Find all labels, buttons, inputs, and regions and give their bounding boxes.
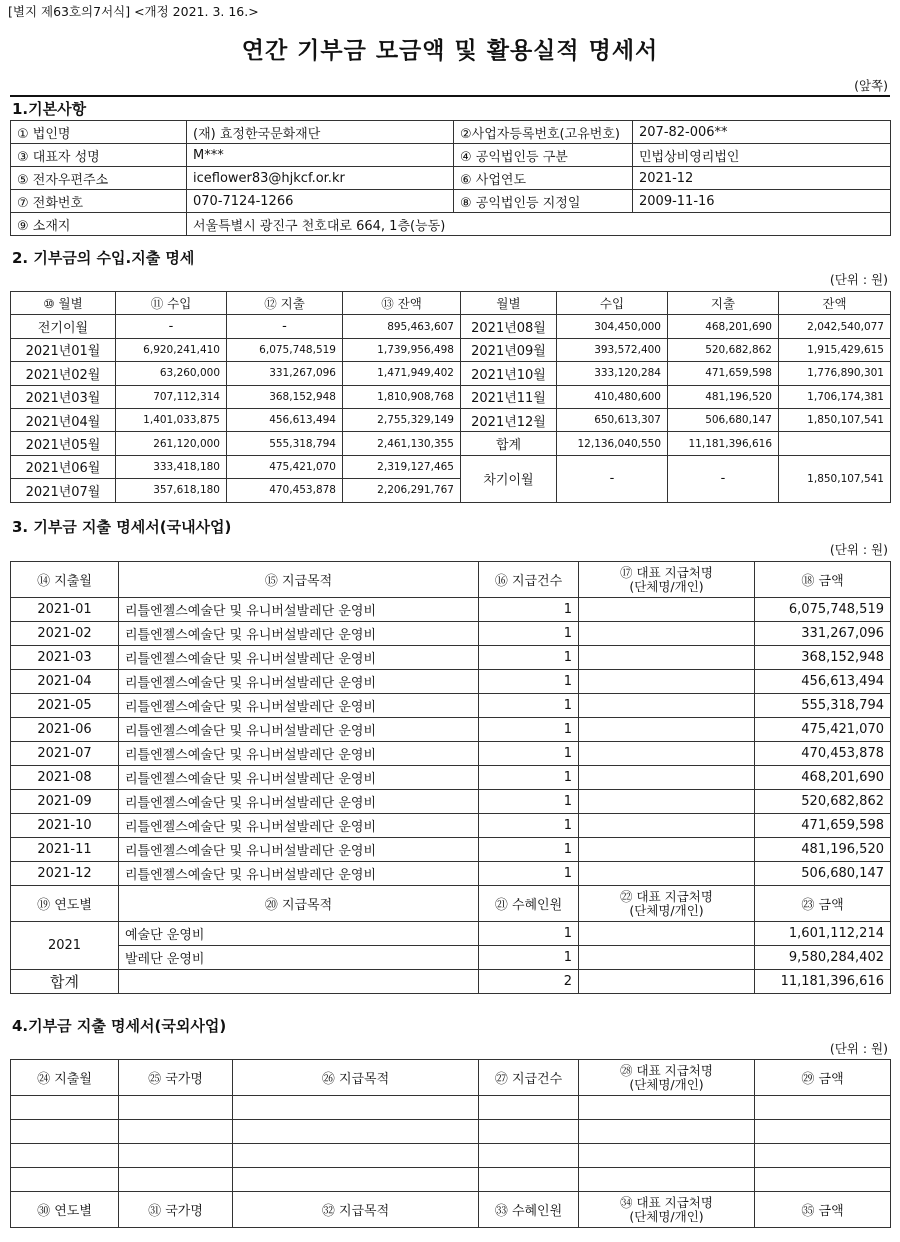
- table-cell: 2: [479, 970, 579, 994]
- table-cell: 555,318,794: [755, 694, 891, 718]
- table-cell: ⑫ 지출: [227, 292, 343, 315]
- table-cell: [579, 1120, 755, 1144]
- table-cell: 650,613,307: [557, 408, 668, 431]
- table-row: [11, 213, 891, 236]
- table-cell: 1,471,949,402: [343, 362, 461, 385]
- table-cell: 456,613,494: [227, 408, 343, 431]
- table-cell: [755, 1120, 891, 1144]
- table-row: [11, 790, 891, 814]
- table-cell: ㉓ 금액: [755, 886, 891, 922]
- table-cell: 1,401,033,875: [116, 408, 227, 431]
- table-cell: 2,755,329,149: [343, 408, 461, 431]
- divider: [10, 95, 890, 97]
- table-row: [11, 562, 891, 598]
- basic-info-table: [10, 120, 891, 236]
- table-row: [11, 598, 891, 622]
- table-cell: ㉙ 금액: [755, 1060, 891, 1096]
- table-row: [11, 292, 891, 315]
- table-cell: ⑬ 잔액: [343, 292, 461, 315]
- header-line: ⑰ 대표 지급처명: [620, 564, 713, 580]
- table-row: [11, 315, 891, 338]
- table-cell: ㉔ 지출월: [11, 1060, 119, 1096]
- page-title: 연간 기부금 모금액 및 활용실적 명세서: [241, 38, 659, 64]
- table-cell: ④ 공익법인등 구분: [454, 144, 633, 167]
- table-row: [11, 121, 891, 144]
- table-cell: 2021-06: [11, 718, 119, 742]
- table-row: [11, 144, 891, 167]
- table-cell: [579, 970, 755, 994]
- table-cell: ⑱ 금액: [755, 562, 891, 598]
- overseas-expense-table: [10, 1059, 891, 1228]
- page-side-label: (앞쪽): [854, 78, 888, 93]
- section2-unit: (단위 : 원): [829, 272, 888, 287]
- table-row: [11, 1192, 891, 1228]
- table-cell: 1,915,429,615: [779, 338, 891, 361]
- section4-unit: (단위 : 원): [829, 1041, 888, 1056]
- table-cell: ②사업자등록번호(고유번호): [454, 121, 633, 144]
- table-row: [11, 1144, 891, 1168]
- table-cell: 304,450,000: [557, 315, 668, 338]
- header-line: (단체명/개인): [629, 1208, 704, 1224]
- total-label: 합계: [11, 970, 119, 994]
- table-cell: [755, 1144, 891, 1168]
- table-row: [11, 338, 891, 361]
- table-cell: 6,075,748,519: [227, 338, 343, 361]
- section4-title: 4.기부금 지출 명세서(국외사업): [12, 1017, 227, 1035]
- table-cell: 9,580,284,402: [755, 946, 891, 970]
- table-cell: 2021년06월: [11, 455, 116, 478]
- table-cell: 2,042,540,077: [779, 315, 891, 338]
- domestic-expense-table: [10, 561, 891, 994]
- table-cell: 207-82-006**: [633, 121, 891, 144]
- table-cell: 368,152,948: [227, 385, 343, 408]
- table-cell: ③ 대표자 성명: [11, 144, 187, 167]
- table-cell: 2021년08월: [461, 315, 557, 338]
- table-cell: 2021년04월: [11, 408, 116, 431]
- table-cell: [119, 970, 479, 994]
- table-cell: 리틀엔젤스예술단 및 유니버설발레단 운영비: [119, 670, 479, 694]
- table-cell: [479, 1120, 579, 1144]
- table-row: [11, 814, 891, 838]
- table-cell: 1,776,890,301: [779, 362, 891, 385]
- table-cell: -: [227, 315, 343, 338]
- table-row: [11, 886, 891, 922]
- table-cell: [11, 1144, 119, 1168]
- table-cell: [11, 1168, 119, 1192]
- table-row: [11, 362, 891, 385]
- table-cell: ⑮ 지급목적: [119, 562, 479, 598]
- table-cell: [119, 1120, 233, 1144]
- table-cell: 2021년11월: [461, 385, 557, 408]
- table-cell: 520,682,862: [668, 338, 779, 361]
- table-cell: 2,319,127,465: [343, 455, 461, 478]
- table-cell: 6,920,241,410: [116, 338, 227, 361]
- table-cell: 리틀엔젤스예술단 및 유니버설발레단 운영비: [119, 766, 479, 790]
- table-cell: [119, 1144, 233, 1168]
- table-cell: 707,112,314: [116, 385, 227, 408]
- table-cell: [579, 922, 755, 946]
- income-expense-table: [10, 291, 891, 503]
- table-row: [11, 455, 891, 478]
- table-cell: ㉛ 국가명: [119, 1192, 233, 1228]
- table-cell: [755, 1096, 891, 1120]
- table-cell: 1: [479, 922, 579, 946]
- table-cell: 1: [479, 718, 579, 742]
- table-row: [11, 766, 891, 790]
- table-cell: 070-7124-1266: [187, 190, 454, 213]
- table-cell: 475,421,070: [227, 455, 343, 478]
- table-row: [11, 970, 891, 994]
- table-cell: 2021-04: [11, 670, 119, 694]
- table-cell: 리틀엔젤스예술단 및 유니버설발레단 운영비: [119, 694, 479, 718]
- table-row: [11, 1120, 891, 1144]
- table-cell: 475,421,070: [755, 718, 891, 742]
- table-cell: 1,601,112,214: [755, 922, 891, 946]
- table-cell: [579, 646, 755, 670]
- table-cell: 차기이월: [461, 455, 557, 502]
- table-cell: [579, 670, 755, 694]
- table-cell: 368,152,948: [755, 646, 891, 670]
- table-cell: -: [557, 455, 668, 502]
- table-cell: 리틀엔젤스예술단 및 유니버설발레단 운영비: [119, 598, 479, 622]
- table-cell: 468,201,690: [668, 315, 779, 338]
- table-cell: [579, 1144, 755, 1168]
- table-cell: [479, 1168, 579, 1192]
- table-cell: 11,181,396,616: [755, 970, 891, 994]
- table-cell: 2021년10월: [461, 362, 557, 385]
- table-cell: -: [668, 455, 779, 502]
- table-cell: 331,267,096: [227, 362, 343, 385]
- table-row: [11, 670, 891, 694]
- table-cell: 리틀엔젤스예술단 및 유니버설발레단 운영비: [119, 814, 479, 838]
- table-cell: [119, 1168, 233, 1192]
- table-cell: [579, 814, 755, 838]
- table-cell: 555,318,794: [227, 432, 343, 455]
- table-row: [11, 946, 891, 970]
- table-cell: 2021-11: [11, 838, 119, 862]
- table-cell: 리틀엔젤스예술단 및 유니버설발레단 운영비: [119, 646, 479, 670]
- table-cell: 월별: [461, 292, 557, 315]
- table-cell: ㉝ 수혜인원: [479, 1192, 579, 1228]
- table-row: [11, 742, 891, 766]
- table-cell: [579, 790, 755, 814]
- section3-unit: (단위 : 원): [829, 542, 888, 557]
- table-cell: 2021-07: [11, 742, 119, 766]
- table-cell: ⑥ 사업연도: [454, 167, 633, 190]
- table-cell: 2021: [11, 922, 119, 970]
- table-row: [11, 694, 891, 718]
- table-cell: [479, 1096, 579, 1120]
- table-cell: 895,463,607: [343, 315, 461, 338]
- table-cell: 481,196,520: [755, 838, 891, 862]
- table-cell: 506,680,147: [668, 408, 779, 431]
- table-cell: [579, 1096, 755, 1120]
- table-row: [11, 385, 891, 408]
- table-cell: ㉟ 금액: [755, 1192, 891, 1228]
- table-cell: [11, 1096, 119, 1120]
- table-cell: [779, 432, 891, 455]
- table-cell: 발레단 운영비: [119, 946, 479, 970]
- table-row: [11, 1168, 891, 1192]
- table-cell: 합계: [461, 432, 557, 455]
- table-cell: [233, 1168, 479, 1192]
- table-cell: [233, 1120, 479, 1144]
- table-row: [11, 1060, 891, 1096]
- table-cell: [479, 1144, 579, 1168]
- table-cell: ⑦ 전화번호: [11, 190, 187, 213]
- table-row: [11, 646, 891, 670]
- table-cell: 333,418,180: [116, 455, 227, 478]
- table-cell: 506,680,147: [755, 862, 891, 886]
- section3-title: 3. 기부금 지출 명세서(국내사업): [12, 518, 232, 536]
- table-cell: 410,480,600: [557, 385, 668, 408]
- table-cell: [579, 742, 755, 766]
- table-cell: 리틀엔젤스예술단 및 유니버설발레단 운영비: [119, 838, 479, 862]
- header-line: ㉘ 대표 지급처명: [620, 1062, 713, 1078]
- table-cell: 471,659,598: [755, 814, 891, 838]
- section1-title: 1.기본사항: [12, 100, 87, 118]
- table-cell: 예술단 운영비: [119, 922, 479, 946]
- table-row: [11, 922, 891, 946]
- form-note: [별지 제63호의7서식] <개정 2021. 3. 16.>: [8, 4, 259, 19]
- table-cell: 1: [479, 670, 579, 694]
- table-cell: 456,613,494: [755, 670, 891, 694]
- table-cell: 1: [479, 694, 579, 718]
- table-cell: ㉕ 국가명: [119, 1060, 233, 1096]
- table-cell: 2021-10: [11, 814, 119, 838]
- table-cell: 지출: [668, 292, 779, 315]
- table-row: [11, 1096, 891, 1120]
- table-cell: [233, 1096, 479, 1120]
- table-cell: 리틀엔젤스예술단 및 유니버설발레단 운영비: [119, 742, 479, 766]
- table-cell: ㉚ 연도별: [11, 1192, 119, 1228]
- table-cell: 1: [479, 622, 579, 646]
- table-cell: 2021년02월: [11, 362, 116, 385]
- table-cell: 261,120,000: [116, 432, 227, 455]
- table-cell: 393,572,400: [557, 338, 668, 361]
- header-line: (단체명/개인): [629, 902, 704, 918]
- table-cell: 2021-05: [11, 694, 119, 718]
- table-cell: 리틀엔젤스예술단 및 유니버설발레단 운영비: [119, 790, 479, 814]
- table-cell: ⑩ 월별: [11, 292, 116, 315]
- table-cell: ⑧ 공익법인등 지정일: [454, 190, 633, 213]
- table-cell: 1: [479, 598, 579, 622]
- table-cell: 331,267,096: [755, 622, 891, 646]
- table-cell: [755, 1168, 891, 1192]
- table-cell: 2021-03: [11, 646, 119, 670]
- table-cell: 잔액: [779, 292, 891, 315]
- table-cell: 11,181,396,616: [668, 432, 779, 455]
- table-cell: 2021년03월: [11, 385, 116, 408]
- table-row: [11, 167, 891, 190]
- table-cell: 1,739,956,498: [343, 338, 461, 361]
- table-cell: ⑳ 지급목적: [119, 886, 479, 922]
- table-row: [11, 718, 891, 742]
- table-cell: 2021년12월: [461, 408, 557, 431]
- table-cell: 1,706,174,381: [779, 385, 891, 408]
- table-cell: 6,075,748,519: [755, 598, 891, 622]
- table-cell: 리틀엔젤스예술단 및 유니버설발레단 운영비: [119, 862, 479, 886]
- table-cell: 1,850,107,541: [779, 408, 891, 431]
- table-cell: [11, 1120, 119, 1144]
- header-line: ㉒ 대표 지급처명: [620, 888, 713, 904]
- table-cell: 1: [479, 862, 579, 886]
- table-row: [11, 190, 891, 213]
- section2-title: 2. 기부금의 수입.지출 명세: [12, 249, 195, 267]
- table-cell: ⑨ 소재지: [11, 213, 187, 236]
- table-cell: 1: [479, 946, 579, 970]
- table-cell: 1: [479, 814, 579, 838]
- table-cell: 1: [479, 790, 579, 814]
- table-cell: 리틀엔젤스예술단 및 유니버설발레단 운영비: [119, 718, 479, 742]
- table-cell: ⑭ 지출월: [11, 562, 119, 598]
- table-cell: ⑪ 수입: [116, 292, 227, 315]
- table-cell: iceflower83@hjkcf.or.kr: [187, 167, 454, 190]
- table-cell: 2021-09: [11, 790, 119, 814]
- header-line: ㉞ 대표 지급처명: [620, 1194, 713, 1210]
- table-row: [11, 622, 891, 646]
- table-cell: [579, 622, 755, 646]
- table-cell: 수입: [557, 292, 668, 315]
- table-cell: [579, 694, 755, 718]
- table-cell: [579, 838, 755, 862]
- table-cell: ⑤ 전자우편주소: [11, 167, 187, 190]
- table-cell: 리틀엔젤스예술단 및 유니버설발레단 운영비: [119, 622, 479, 646]
- table-row: [11, 862, 891, 886]
- table-cell: 1: [479, 646, 579, 670]
- table-cell: 2,461,130,355: [343, 432, 461, 455]
- table-cell: 1: [479, 838, 579, 862]
- table-cell: ① 법인명: [11, 121, 187, 144]
- header-line: (단체명/개인): [629, 1076, 704, 1092]
- header-cell: [579, 886, 755, 922]
- table-cell: 2021년01월: [11, 338, 116, 361]
- table-cell: [579, 718, 755, 742]
- table-cell: ⑯ 지급건수: [479, 562, 579, 598]
- header-cell: [579, 562, 755, 598]
- header-line: (단체명/개인): [629, 578, 704, 594]
- table-cell: 2009-11-16: [633, 190, 891, 213]
- header-cell: [579, 1192, 755, 1228]
- table-cell: 470,453,878: [755, 742, 891, 766]
- table-row: [11, 408, 891, 431]
- table-cell: 471,659,598: [668, 362, 779, 385]
- table-cell: -: [116, 315, 227, 338]
- table-cell: ㉑ 수혜인원: [479, 886, 579, 922]
- table-cell: 520,682,862: [755, 790, 891, 814]
- table-cell: 468,201,690: [755, 766, 891, 790]
- table-cell: 12,136,040,550: [557, 432, 668, 455]
- table-cell: (재) 효정한국문화재단: [187, 121, 454, 144]
- table-cell: 2021-12: [11, 862, 119, 886]
- table-cell: 333,120,284: [557, 362, 668, 385]
- table-cell: [579, 766, 755, 790]
- table-cell: ㉜ 지급목적: [233, 1192, 479, 1228]
- table-cell: 1,810,908,768: [343, 385, 461, 408]
- table-cell: [579, 946, 755, 970]
- table-cell: [579, 1168, 755, 1192]
- header-cell: [579, 1060, 755, 1096]
- table-cell: 63,260,000: [116, 362, 227, 385]
- table-cell: 2,206,291,767: [343, 479, 461, 502]
- table-cell: 2021년07월: [11, 479, 116, 502]
- table-cell: 470,453,878: [227, 479, 343, 502]
- table-cell: 2021-02: [11, 622, 119, 646]
- table-cell: 2021-08: [11, 766, 119, 790]
- table-cell: ㉗ 지급건수: [479, 1060, 579, 1096]
- table-cell: 2021-01: [11, 598, 119, 622]
- table-cell: 전기이월: [11, 315, 116, 338]
- table-cell: M***: [187, 144, 454, 167]
- table-cell: ⑲ 연도별: [11, 886, 119, 922]
- table-cell: 481,196,520: [668, 385, 779, 408]
- table-cell: 1: [479, 742, 579, 766]
- table-cell: [233, 1144, 479, 1168]
- table-cell: [579, 862, 755, 886]
- table-cell: 2021년05월: [11, 432, 116, 455]
- table-cell: 357,618,180: [116, 479, 227, 502]
- table-cell: ㉖ 지급목적: [233, 1060, 479, 1096]
- table-row: [11, 838, 891, 862]
- table-cell: 1,850,107,541: [779, 455, 891, 502]
- table-cell: [579, 598, 755, 622]
- table-cell: [119, 1096, 233, 1120]
- table-cell: 2021-12: [633, 167, 891, 190]
- table-cell: 2021년09월: [461, 338, 557, 361]
- table-row: [11, 432, 891, 455]
- table-cell: 1: [479, 766, 579, 790]
- table-cell: 민법상비영리법인: [633, 144, 891, 167]
- table-cell: 서울특별시 광진구 천호대로 664, 1층(능동): [187, 213, 891, 236]
